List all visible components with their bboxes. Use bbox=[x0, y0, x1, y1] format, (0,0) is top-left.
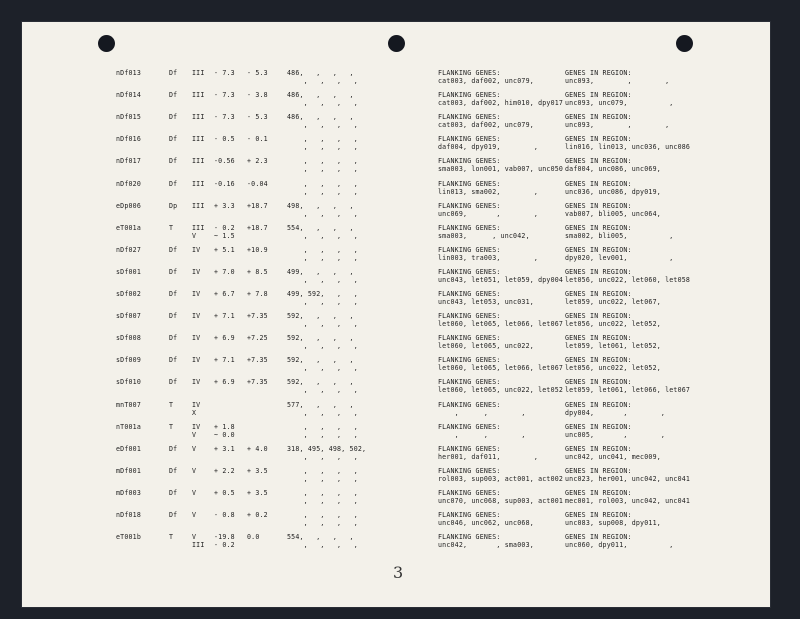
map-references: 499, 592, , , bbox=[287, 290, 358, 298]
genes-in-region-list: let056, unc022, let052, bbox=[565, 320, 661, 329]
rearrangement-name: sDf009 bbox=[116, 356, 142, 365]
map-references: , , , , bbox=[287, 135, 358, 144]
genes-in-region-list: unc060, dpy011, , bbox=[565, 541, 674, 550]
genes-in-region-list: let059, unc022, let067, bbox=[565, 298, 661, 306]
flanking-genes-label: FLANKING GENES: bbox=[438, 378, 501, 387]
left-breakpoint: + 2.2 bbox=[214, 466, 235, 475]
left-breakpoint: - 0.5 bbox=[214, 135, 235, 144]
rearrangement-type: Df bbox=[169, 488, 178, 497]
chromosome: III bbox=[192, 157, 205, 166]
genes-in-region-list: let059, let061, let052, bbox=[565, 342, 661, 351]
table-row bbox=[22, 533, 770, 555]
flanking-genes-list: sma003, lon001, vab007, unc050 bbox=[438, 165, 564, 174]
flanking-genes-list: , , , bbox=[438, 430, 526, 439]
genes-in-region-list: let056, unc022, let052, bbox=[565, 364, 661, 373]
rearrangement-name: nDf013 bbox=[116, 69, 142, 77]
chromosome: IV bbox=[192, 356, 201, 365]
chromosome-secondary: X bbox=[192, 408, 197, 417]
left-breakpoint: + 7.0 bbox=[214, 267, 235, 276]
left-breakpoint: - 0.8 bbox=[214, 511, 235, 519]
genes-in-region-list: dpy004, , , bbox=[565, 408, 666, 417]
rearrangement-name: eT001a bbox=[116, 223, 142, 232]
rearrangement-type: T bbox=[169, 400, 174, 409]
genes-in-region-label: GENES IN REGION: bbox=[565, 135, 632, 144]
flanking-genes-list: unc046, unc062, unc068, bbox=[438, 519, 534, 527]
genes-in-region-label: GENES IN REGION: bbox=[565, 157, 632, 166]
rearrangement-name: eDf001 bbox=[116, 444, 142, 453]
rearrangement-name: eT001b bbox=[116, 533, 142, 542]
table-row bbox=[22, 445, 770, 467]
map-references-continued: , , , , bbox=[287, 430, 358, 439]
map-references-continued: , , , , bbox=[287, 253, 358, 262]
right-breakpoint: +7.35 bbox=[247, 378, 268, 387]
left-breakpoint: - 7.3 bbox=[214, 91, 235, 100]
rearrangement-name: nDf014 bbox=[116, 91, 142, 100]
left-breakpoint-secondary: - 0.2 bbox=[214, 541, 235, 550]
flanking-genes-list: cat003, daf002, him010, dpy017 bbox=[438, 99, 564, 108]
genes-in-region-list: dpy020, lev001, , bbox=[565, 253, 674, 262]
genes-in-region-label: GENES IN REGION: bbox=[565, 466, 632, 475]
left-breakpoint: -0.16 bbox=[214, 179, 235, 188]
table-row bbox=[22, 246, 770, 268]
map-references: , , , , bbox=[287, 511, 358, 519]
left-breakpoint-secondary: ~ 1.5 bbox=[214, 231, 235, 240]
chromosome: III bbox=[192, 135, 205, 144]
right-breakpoint: +7.35 bbox=[247, 356, 268, 365]
table-row bbox=[22, 489, 770, 511]
flanking-genes-label: FLANKING GENES: bbox=[438, 444, 501, 453]
right-breakpoint: +10.9 bbox=[247, 245, 268, 254]
chromosome: IV bbox=[192, 334, 201, 343]
map-references-continued: , , , , bbox=[287, 519, 358, 527]
rearrangement-name: mDf001 bbox=[116, 466, 142, 475]
chromosome: III bbox=[192, 113, 205, 122]
table-row bbox=[22, 202, 770, 224]
rearrangement-type: Df bbox=[169, 312, 178, 321]
table-row bbox=[22, 312, 770, 334]
genes-in-region-list: unc093, unc079, , bbox=[565, 99, 674, 108]
rearrangement-name: mnT007 bbox=[116, 400, 142, 409]
flanking-genes-list: , , , bbox=[438, 408, 526, 417]
rearrangement-type: Df bbox=[169, 157, 178, 166]
map-references-continued: , , , , bbox=[287, 275, 358, 284]
flanking-genes-list: let060, let065, let066, let067 bbox=[438, 320, 564, 329]
map-references: 486, , , , bbox=[287, 91, 354, 100]
rearrangement-type: Df bbox=[169, 511, 178, 519]
map-references-continued: , , , , bbox=[287, 298, 358, 306]
chromosome: IV bbox=[192, 378, 201, 387]
genes-in-region-list: unc042, unc041, mec009, bbox=[565, 452, 661, 461]
rearrangement-type: Df bbox=[169, 444, 178, 453]
right-breakpoint: +7.35 bbox=[247, 312, 268, 321]
genes-in-region-list: unc005, , , bbox=[565, 430, 666, 439]
chromosome-secondary: V bbox=[192, 231, 197, 240]
flanking-genes-list: unc069, , , bbox=[438, 209, 539, 218]
genes-in-region-label: GENES IN REGION: bbox=[565, 223, 632, 232]
binder-hole bbox=[388, 35, 405, 52]
rearrangement-type: Df bbox=[169, 267, 178, 276]
map-references: 499, , , , bbox=[287, 267, 354, 276]
table-row bbox=[22, 356, 770, 378]
genes-in-region-list: unc036, unc086, dpy019, bbox=[565, 187, 661, 196]
rearrangement-name: nT001a bbox=[116, 422, 142, 431]
rearrangement-name: sDf007 bbox=[116, 312, 142, 321]
left-breakpoint: + 6.9 bbox=[214, 378, 235, 387]
binder-hole bbox=[676, 35, 693, 52]
map-references: , , , , bbox=[287, 245, 358, 254]
flanking-genes-label: FLANKING GENES: bbox=[438, 223, 501, 232]
rearrangement-name: eDp006 bbox=[116, 201, 142, 210]
map-references: 554, , , , bbox=[287, 533, 354, 542]
flanking-genes-list: unc070, unc068, sup003, act001 bbox=[438, 496, 564, 505]
left-breakpoint: + 5.1 bbox=[214, 245, 235, 254]
rearrangement-type: T bbox=[169, 422, 174, 431]
map-references-continued: , , , , bbox=[287, 386, 358, 395]
rearrangement-name: sDf001 bbox=[116, 267, 142, 276]
genes-in-region-label: GENES IN REGION: bbox=[565, 511, 632, 519]
rearrangement-name: sDf010 bbox=[116, 378, 142, 387]
right-breakpoint: - 5.3 bbox=[247, 113, 268, 122]
chromosome: III bbox=[192, 69, 205, 77]
flanking-genes-label: FLANKING GENES: bbox=[438, 91, 501, 100]
rearrangement-type: Df bbox=[169, 356, 178, 365]
rearrangement-type: Df bbox=[169, 245, 178, 254]
genes-in-region-list: unc093, , , bbox=[565, 77, 670, 85]
map-references-continued: , , , , bbox=[287, 364, 358, 373]
rearrangement-type: Df bbox=[169, 113, 178, 122]
map-references: , , , , bbox=[287, 466, 358, 475]
map-references-continued: , , , , bbox=[287, 408, 358, 417]
left-breakpoint: + 1.8 bbox=[214, 422, 235, 431]
chromosome-secondary: V bbox=[192, 430, 197, 439]
map-references: 592, , , , bbox=[287, 312, 354, 321]
rearrangement-type: Df bbox=[169, 378, 178, 387]
flanking-genes-label: FLANKING GENES: bbox=[438, 488, 501, 497]
chromosome: V bbox=[192, 488, 197, 497]
flanking-genes-list: unc043, let051, let059, dpy004 bbox=[438, 275, 564, 284]
genes-in-region-label: GENES IN REGION: bbox=[565, 378, 632, 387]
flanking-genes-label: FLANKING GENES: bbox=[438, 267, 501, 276]
map-references-continued: , , , , bbox=[287, 231, 358, 240]
genes-in-region-label: GENES IN REGION: bbox=[565, 267, 632, 276]
flanking-genes-label: FLANKING GENES: bbox=[438, 201, 501, 210]
map-references: 592, , , , bbox=[287, 356, 354, 365]
left-breakpoint: + 3.3 bbox=[214, 201, 235, 210]
right-breakpoint: 0.0 bbox=[247, 533, 260, 542]
right-breakpoint: + 3.5 bbox=[247, 488, 268, 497]
map-references: 592, , , , bbox=[287, 334, 354, 343]
right-breakpoint: + 0.2 bbox=[247, 511, 268, 519]
table-row bbox=[22, 135, 770, 157]
flanking-genes-label: FLANKING GENES: bbox=[438, 290, 501, 298]
chromosome: IV bbox=[192, 245, 201, 254]
map-references: 486, , , , bbox=[287, 69, 354, 77]
table-row bbox=[22, 91, 770, 113]
genes-in-region-label: GENES IN REGION: bbox=[565, 334, 632, 343]
flanking-genes-list: lin013, sma002, , bbox=[438, 187, 539, 196]
genes-in-region-label: GENES IN REGION: bbox=[565, 245, 632, 254]
left-breakpoint: -0.56 bbox=[214, 157, 235, 166]
flanking-genes-label: FLANKING GENES: bbox=[438, 466, 501, 475]
table-row bbox=[22, 511, 770, 533]
left-breakpoint: - 0.2 bbox=[214, 223, 235, 232]
right-breakpoint: -0.04 bbox=[247, 179, 268, 188]
map-references-continued: , , , , bbox=[287, 77, 358, 85]
left-breakpoint: + 0.5 bbox=[214, 488, 235, 497]
map-references: 318, 495, 498, 502, bbox=[287, 444, 367, 453]
rearrangement-type: Df bbox=[169, 290, 178, 298]
rearrangement-name: nDf027 bbox=[116, 245, 142, 254]
chromosome: III bbox=[192, 223, 205, 232]
right-breakpoint: - 3.8 bbox=[247, 91, 268, 100]
genes-in-region-list: let056, unc022, let060, let058 bbox=[565, 275, 691, 284]
chromosome-secondary: III bbox=[192, 541, 205, 550]
rearrangement-type: Df bbox=[169, 334, 178, 343]
flanking-genes-list: unc043, let053, unc031, bbox=[438, 298, 534, 306]
rearrangement-name: sDf008 bbox=[116, 334, 142, 343]
right-breakpoint: +18.7 bbox=[247, 223, 268, 232]
table-row bbox=[22, 69, 770, 91]
rearrangement-type: Df bbox=[169, 69, 178, 77]
left-breakpoint: -19.8 bbox=[214, 533, 235, 542]
flanking-genes-list: lin003, tra003, , bbox=[438, 253, 539, 262]
table-row bbox=[22, 334, 770, 356]
map-references-continued: , , , , bbox=[287, 209, 358, 218]
rearrangement-type: Df bbox=[169, 179, 178, 188]
rearrangement-type: Df bbox=[169, 466, 178, 475]
genes-in-region-label: GENES IN REGION: bbox=[565, 400, 632, 409]
genes-in-region-label: GENES IN REGION: bbox=[565, 488, 632, 497]
flanking-genes-list: unc042, , sma003, bbox=[438, 541, 534, 550]
genes-in-region-label: GENES IN REGION: bbox=[565, 179, 632, 188]
map-references: 498, , , , bbox=[287, 201, 354, 210]
table-row bbox=[22, 378, 770, 400]
right-breakpoint: +7.25 bbox=[247, 334, 268, 343]
chromosome: IV bbox=[192, 312, 201, 321]
right-breakpoint: + 8.5 bbox=[247, 267, 268, 276]
genes-in-region-label: GENES IN REGION: bbox=[565, 533, 632, 542]
right-breakpoint: + 7.8 bbox=[247, 290, 268, 298]
genes-in-region-list: let059, let061, let066, let067 bbox=[565, 386, 691, 395]
genes-in-region-label: GENES IN REGION: bbox=[565, 312, 632, 321]
chromosome: III bbox=[192, 179, 205, 188]
flanking-genes-label: FLANKING GENES: bbox=[438, 422, 501, 431]
map-references: 577, , , , bbox=[287, 400, 354, 409]
genes-in-region-list: lin016, lin013, unc036, unc086 bbox=[565, 143, 691, 152]
binder-hole bbox=[98, 35, 115, 52]
flanking-genes-list: daf004, dpy019, , bbox=[438, 143, 539, 152]
table-row bbox=[22, 401, 770, 423]
right-breakpoint: +18.7 bbox=[247, 201, 268, 210]
flanking-genes-label: FLANKING GENES: bbox=[438, 69, 501, 77]
flanking-genes-label: FLANKING GENES: bbox=[438, 113, 501, 122]
map-references-continued: , , , , bbox=[287, 187, 358, 196]
rearrangement-name: nDf018 bbox=[116, 511, 142, 519]
table-row bbox=[22, 423, 770, 445]
table-row bbox=[22, 467, 770, 489]
chromosome: III bbox=[192, 91, 205, 100]
flanking-genes-label: FLANKING GENES: bbox=[438, 533, 501, 542]
map-references: , , , , bbox=[287, 488, 358, 497]
flanking-genes-label: FLANKING GENES: bbox=[438, 312, 501, 321]
genes-in-region-label: GENES IN REGION: bbox=[565, 444, 632, 453]
chromosome: IV bbox=[192, 422, 201, 431]
rearrangement-type: Dp bbox=[169, 201, 178, 210]
chromosome: IV bbox=[192, 267, 201, 276]
left-breakpoint: + 7.1 bbox=[214, 312, 235, 321]
flanking-genes-list: cat003, daf002, unc079, bbox=[438, 77, 534, 85]
flanking-genes-label: FLANKING GENES: bbox=[438, 245, 501, 254]
map-references-continued: , , , , bbox=[287, 99, 358, 108]
map-references: 592, , , , bbox=[287, 378, 354, 387]
rearrangement-type: T bbox=[169, 533, 174, 542]
right-breakpoint: + 2.3 bbox=[247, 157, 268, 166]
left-breakpoint: + 7.1 bbox=[214, 356, 235, 365]
flanking-genes-list: let060, let065, unc022, bbox=[438, 342, 534, 351]
chromosome: V bbox=[192, 444, 197, 453]
genes-in-region-list: unc083, sup008, dpy011, bbox=[565, 519, 661, 527]
flanking-genes-list: rol003, sup003, act001, act002 bbox=[438, 474, 564, 483]
chromosome: V bbox=[192, 466, 197, 475]
map-references: , , , , bbox=[287, 157, 358, 166]
table-row bbox=[22, 224, 770, 246]
genes-in-region-label: GENES IN REGION: bbox=[565, 290, 632, 298]
page-number: 3 bbox=[393, 563, 404, 582]
table-row bbox=[22, 157, 770, 179]
genes-in-region-label: GENES IN REGION: bbox=[565, 69, 632, 77]
rearrangement-name: nDf020 bbox=[116, 179, 142, 188]
genes-in-region-list: vab007, bli005, unc064, bbox=[565, 209, 661, 218]
genes-in-region-label: GENES IN REGION: bbox=[565, 91, 632, 100]
genes-in-region-list: sma002, bli005, , bbox=[565, 231, 674, 240]
left-breakpoint: - 7.3 bbox=[214, 113, 235, 122]
right-breakpoint: + 4.0 bbox=[247, 444, 268, 453]
flanking-genes-label: FLANKING GENES: bbox=[438, 356, 501, 365]
genes-in-region-list: mec001, rol003, unc042, unc041 bbox=[565, 496, 691, 505]
rearrangement-name: nDf015 bbox=[116, 113, 142, 122]
flanking-genes-list: her001, daf011, , bbox=[438, 452, 539, 461]
map-references-continued: , , , , bbox=[287, 143, 358, 152]
flanking-genes-label: FLANKING GENES: bbox=[438, 511, 501, 519]
rearrangement-name: mDf003 bbox=[116, 488, 142, 497]
genes-in-region-list: unc093, , , bbox=[565, 121, 670, 130]
flanking-genes-label: FLANKING GENES: bbox=[438, 157, 501, 166]
chromosome: IV bbox=[192, 400, 201, 409]
table-row bbox=[22, 268, 770, 290]
map-references: , , , , bbox=[287, 422, 358, 431]
genes-in-region-list: unc023, her001, unc042, unc041 bbox=[565, 474, 691, 483]
left-breakpoint: - 7.3 bbox=[214, 69, 235, 77]
right-breakpoint: - 0.1 bbox=[247, 135, 268, 144]
map-references-continued: , , , , bbox=[287, 452, 358, 461]
document-page bbox=[22, 22, 770, 607]
table-row bbox=[22, 180, 770, 202]
table-row bbox=[22, 290, 770, 312]
genes-in-region-label: GENES IN REGION: bbox=[565, 113, 632, 122]
map-references-continued: , , , , bbox=[287, 541, 358, 550]
flanking-genes-list: let060, let065, let066, let067 bbox=[438, 364, 564, 373]
map-references-continued: , , , , bbox=[287, 496, 358, 505]
genes-in-region-label: GENES IN REGION: bbox=[565, 201, 632, 210]
chromosome: V bbox=[192, 533, 197, 542]
left-breakpoint: + 3.1 bbox=[214, 444, 235, 453]
flanking-genes-list: cat003, daf002, unc079, bbox=[438, 121, 534, 130]
chromosome: V bbox=[192, 511, 197, 519]
rearrangement-name: nDf017 bbox=[116, 157, 142, 166]
map-references-continued: , , , , bbox=[287, 320, 358, 329]
rearrangement-name: sDf002 bbox=[116, 290, 142, 298]
chromosome: III bbox=[192, 201, 205, 210]
map-references-continued: , , , , bbox=[287, 165, 358, 174]
left-breakpoint: + 6.7 bbox=[214, 290, 235, 298]
map-references-continued: , , , , bbox=[287, 474, 358, 483]
rearrangement-type: Df bbox=[169, 91, 178, 100]
rearrangement-type: T bbox=[169, 223, 174, 232]
rearrangement-name: nDf016 bbox=[116, 135, 142, 144]
genes-in-region-label: GENES IN REGION: bbox=[565, 356, 632, 365]
flanking-genes-label: FLANKING GENES: bbox=[438, 334, 501, 343]
map-references: 486, , , , bbox=[287, 113, 354, 122]
map-references-continued: , , , , bbox=[287, 342, 358, 351]
right-breakpoint: + 3.5 bbox=[247, 466, 268, 475]
left-breakpoint-secondary: ~ 0.0 bbox=[214, 430, 235, 439]
genes-in-region-list: daf004, unc086, unc069, bbox=[565, 165, 661, 174]
flanking-genes-list: sma003, , unc042, bbox=[438, 231, 530, 240]
flanking-genes-list: let060, let065, unc022, let052 bbox=[438, 386, 564, 395]
flanking-genes-label: FLANKING GENES: bbox=[438, 135, 501, 144]
map-references-continued: , , , , bbox=[287, 121, 358, 130]
chromosome: IV bbox=[192, 290, 201, 298]
map-references: 554, , , , bbox=[287, 223, 354, 232]
rearrangement-type: Df bbox=[169, 135, 178, 144]
map-references: , , , , bbox=[287, 179, 358, 188]
genes-in-region-label: GENES IN REGION: bbox=[565, 422, 632, 431]
right-breakpoint: - 5.3 bbox=[247, 69, 268, 77]
flanking-genes-label: FLANKING GENES: bbox=[438, 179, 501, 188]
flanking-genes-label: FLANKING GENES: bbox=[438, 400, 501, 409]
table-row bbox=[22, 113, 770, 135]
left-breakpoint: + 6.9 bbox=[214, 334, 235, 343]
